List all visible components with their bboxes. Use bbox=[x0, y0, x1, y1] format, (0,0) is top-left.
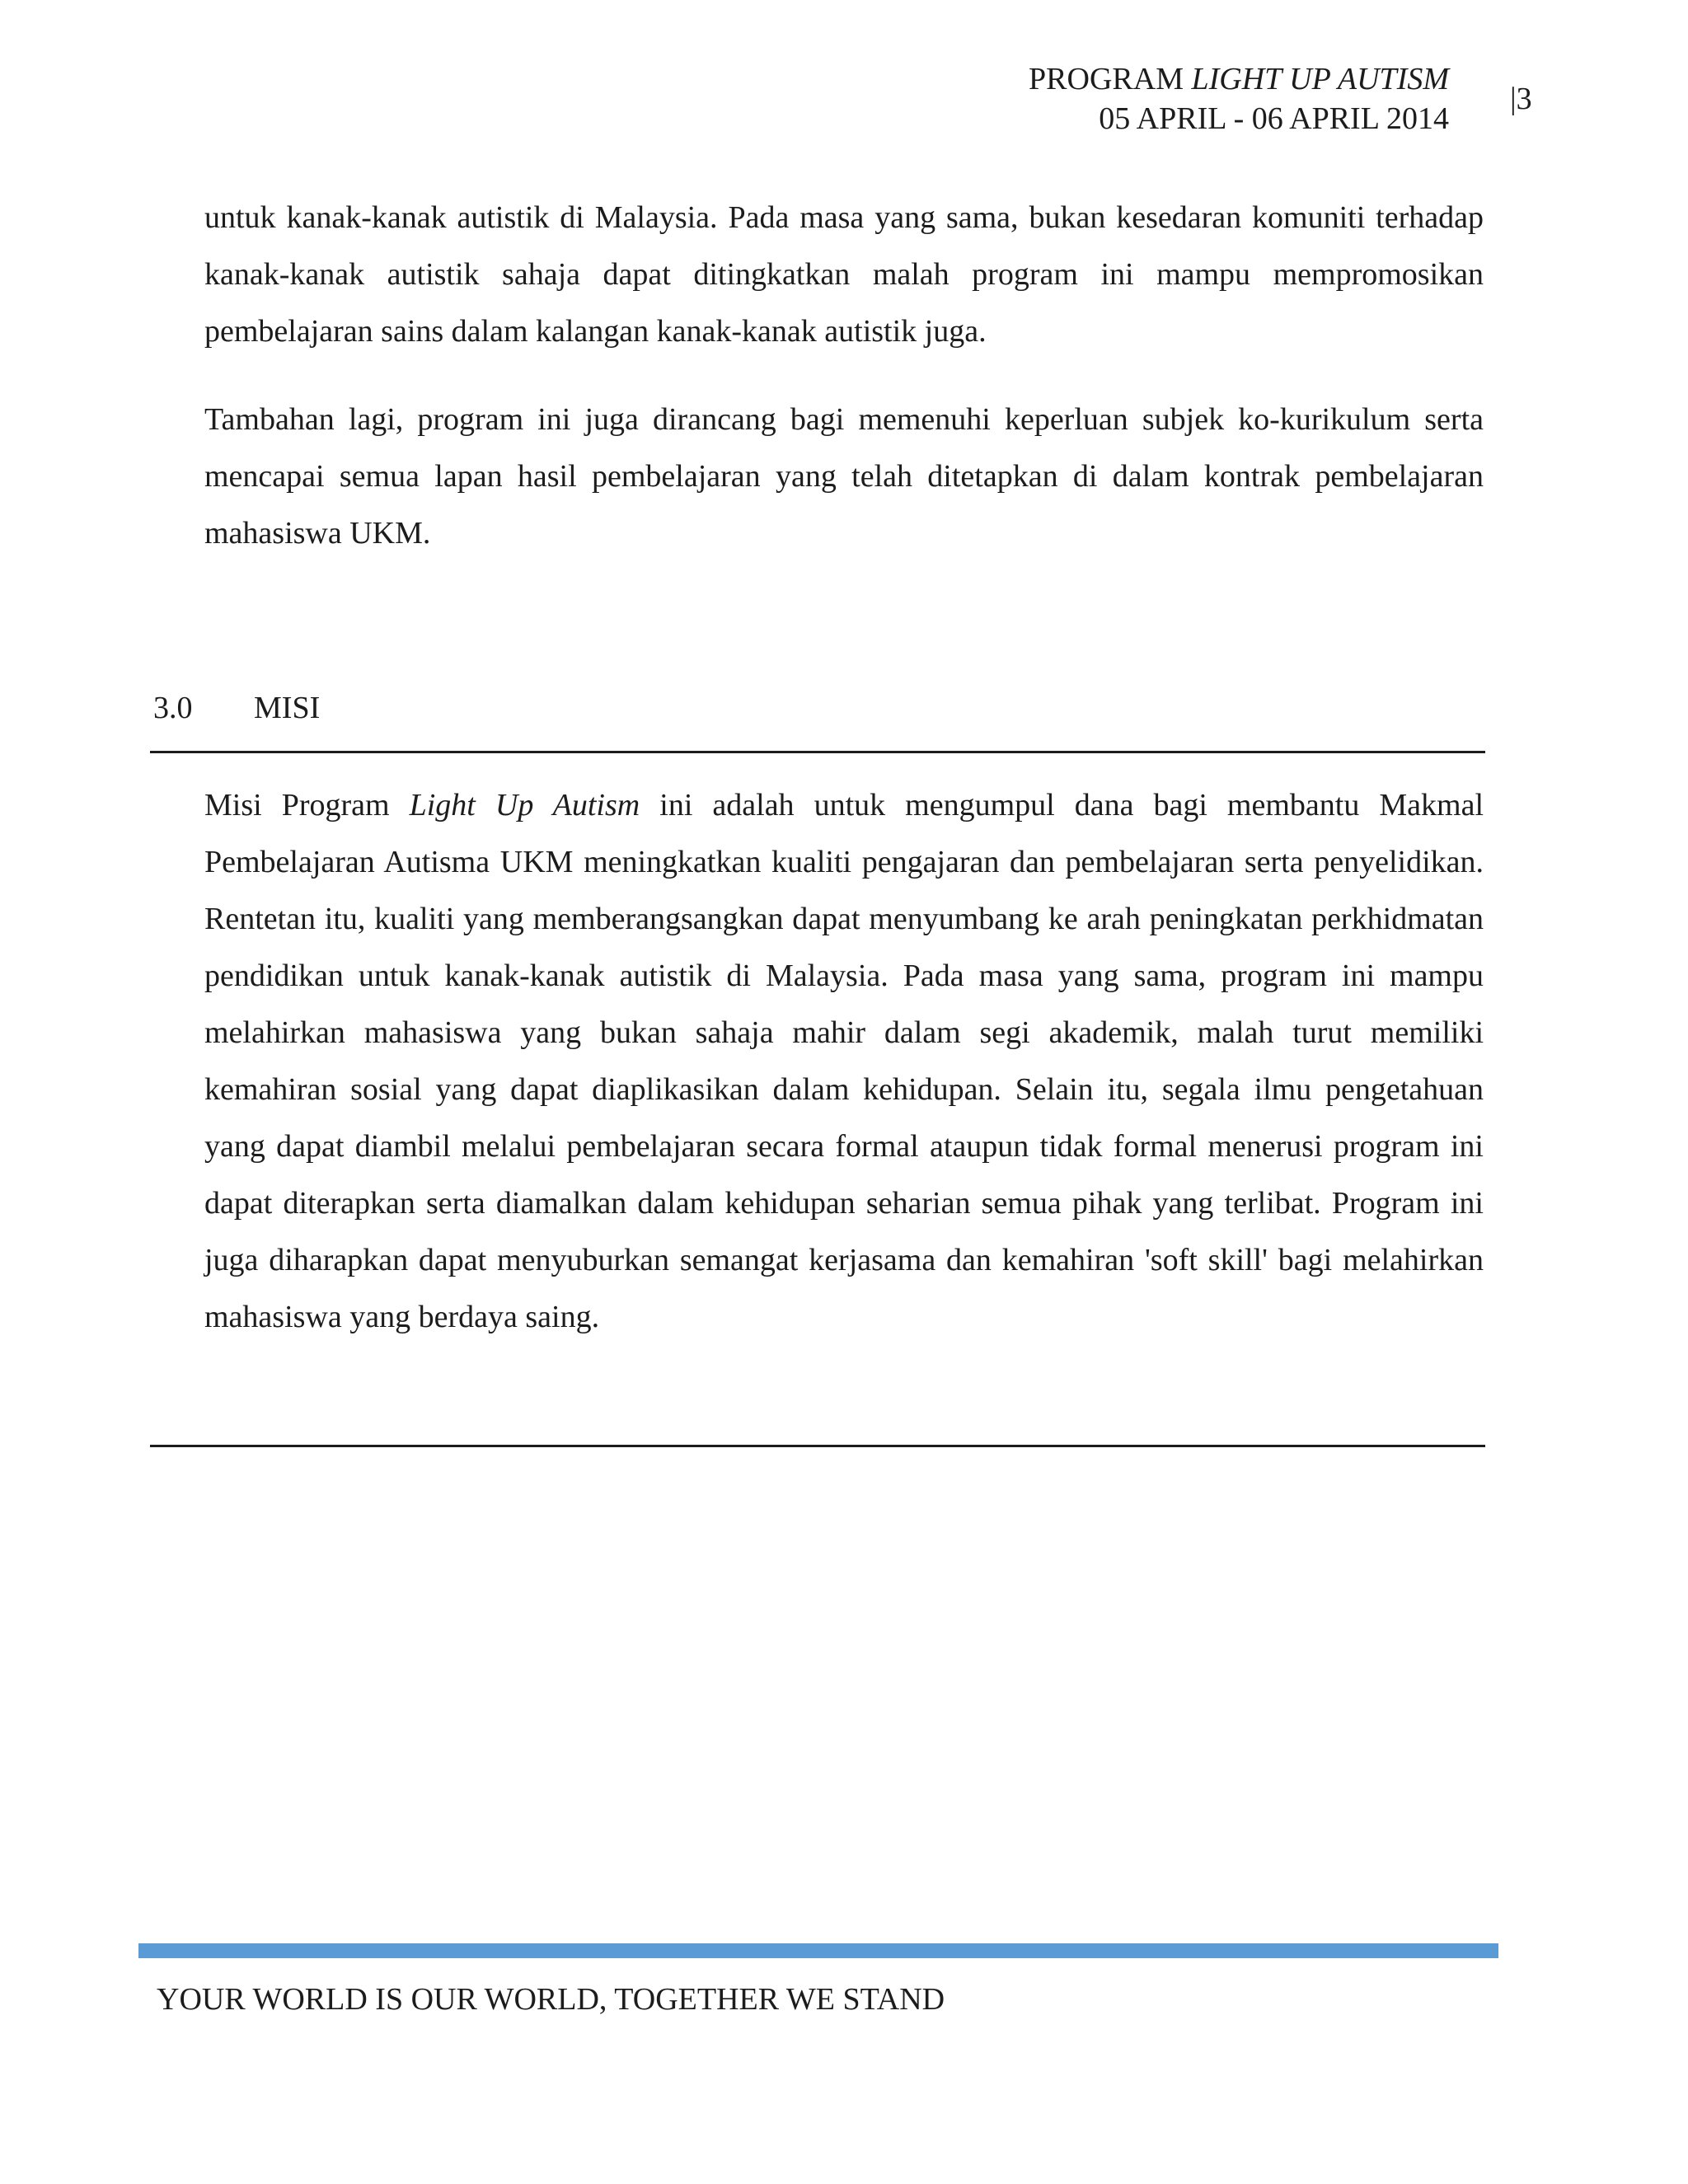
header-title-prefix: PROGRAM bbox=[1029, 62, 1192, 96]
header-title-italic: LIGHT UP AUTISM bbox=[1191, 62, 1449, 96]
paragraph-intro-continued: untuk kanak-kanak autistik di Malaysia. Pada masa yang sama, bukan kesedaran komuniti terhadap kanak-kanak autistik sahaja dapat ditingkatkan malah program ini mampu mempromosikan pembelajaran sains dalam kalangan kanak-kanak autistik juga. bbox=[204, 200, 1484, 349]
header-date: 05 APRIL - 06 APRIL 2014 bbox=[1099, 101, 1449, 136]
section-title: MISI bbox=[254, 691, 321, 725]
section-body-paragraph bbox=[204, 777, 1484, 1346]
page-number: |3 bbox=[1510, 82, 1532, 116]
section-top-rule bbox=[150, 751, 1485, 753]
footer-bar bbox=[138, 1943, 1498, 1958]
footer-motto: YOUR WORLD IS OUR WORLD, TOGETHER WE STAND bbox=[157, 1982, 945, 2017]
section-body-prefix: Misi Program bbox=[204, 788, 410, 823]
section-body-rest: ini adalah untuk mengumpul dana bagi membantu Makmal Pembelajaran Autisma UKM meningkatkan kualiti pengajaran dan pembelajaran serta penyelidikan. Rentetan itu, kualiti yang memberangsangkan dapat menyumbang ke arah peningkatan perkhidmatan pendidikan untuk kanak-kanak autistik di Malaysia. Pada masa yang sama, program ini mampu melahirkan mahasiswa yang bukan sahaja mahir dalam segi akademik, malah turut memiliki kemahiran sosial yang dapat diaplikasikan dalam kehidupan. Selain itu, segala ilmu pengetahuan yang dapat diambil melalui pembelajaran secara formal ataupun tidak formal menerusi program ini dapat diterapkan serta diamalkan dalam kehidupan seharian semua pihak yang terlibat. Program ini juga diharapkan dapat menyuburkan semangat kerjasama dan kemahiran 'soft skill' bagi melahirkan mahasiswa yang berdaya saing. bbox=[204, 788, 1484, 1334]
section-heading bbox=[153, 688, 320, 728]
section-body-italic: Light Up Autism bbox=[409, 788, 640, 823]
section-bottom-rule bbox=[150, 1445, 1485, 1447]
page-header bbox=[1029, 59, 1449, 138]
section-number: 3.0 bbox=[153, 691, 193, 725]
header-title bbox=[1029, 59, 1449, 99]
paragraph-additional: Tambahan lagi, program ini juga dirancang bagi memenuhi keperluan subjek ko-kurikulum serta mencapai semua lapan hasil pembelajaran yang telah ditetapkan di dalam kontrak pembelajaran mahasiswa UKM. bbox=[204, 402, 1484, 551]
